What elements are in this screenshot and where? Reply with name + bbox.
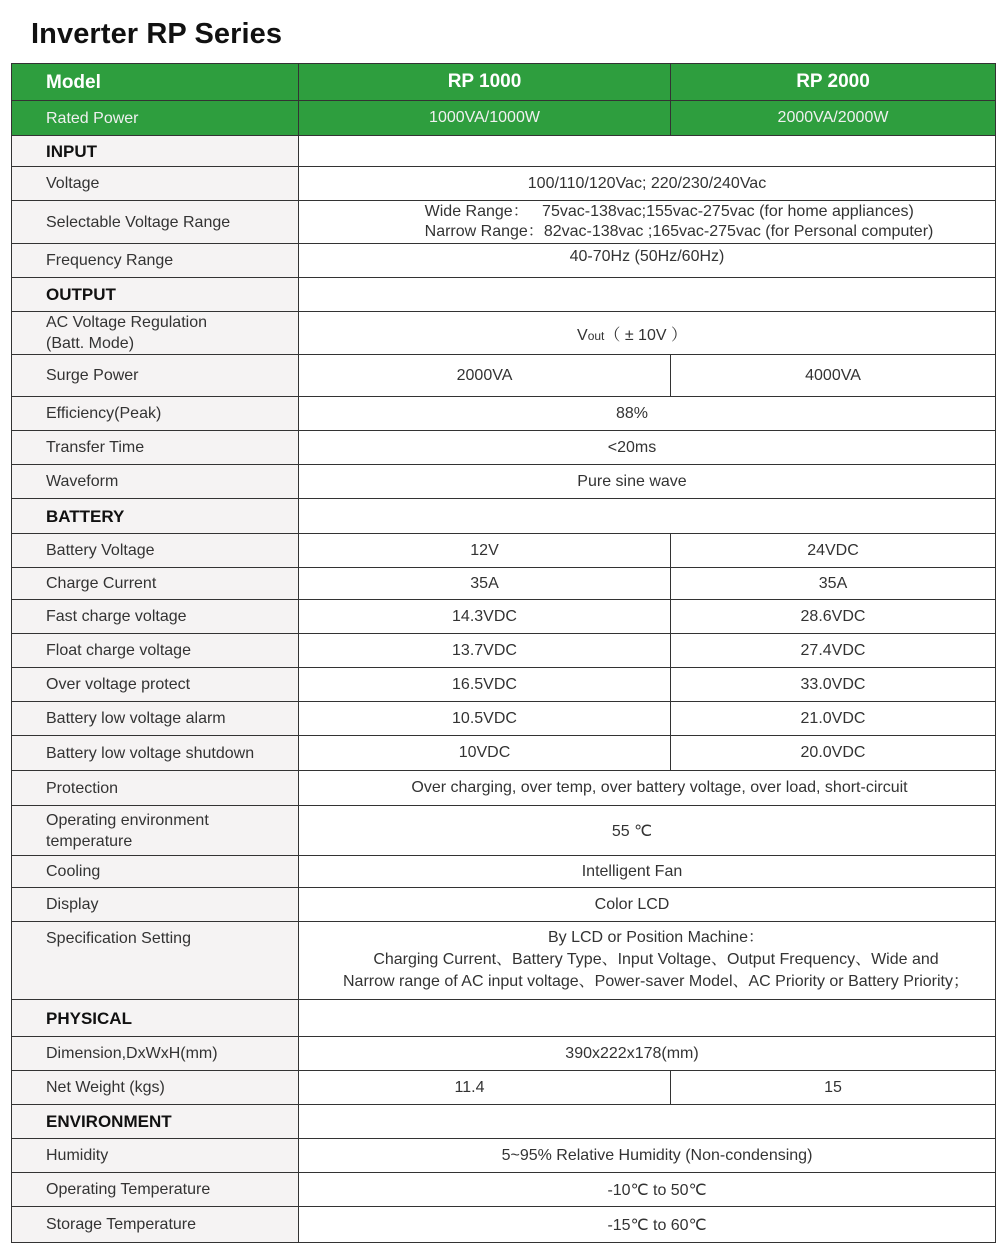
row-label: Specification Setting [12, 922, 299, 1000]
row-label: Surge Power [12, 355, 299, 397]
row-label: Humidity [12, 1139, 299, 1173]
rated-power-rp1000: 1000VA/1000W [299, 101, 671, 136]
row-label: Voltage [12, 167, 299, 201]
row-value-rp1000: 11.4 [299, 1071, 671, 1105]
page-title: Inverter RP Series [31, 18, 283, 50]
row-value: 88% [299, 397, 996, 431]
section-heading-physical: PHYSICAL [12, 1000, 299, 1037]
row-value-rp1000: 2000VA [299, 355, 671, 397]
rated-power-rp2000: 2000VA/2000W [671, 101, 996, 136]
row-label: Storage Temperature [12, 1207, 299, 1243]
table-row [12, 888, 996, 922]
ac-reg-label-line2: (Batt. Mode) [46, 335, 135, 352]
row-label: Fast charge voltage [12, 600, 299, 634]
row-value-rp2000: 24VDC [671, 534, 996, 568]
table-row [12, 856, 996, 888]
narrow-range-key: Narrow Range： [424, 223, 544, 240]
table-row [12, 1207, 996, 1243]
model-label: Model [12, 64, 299, 101]
section-row-physical [12, 1000, 996, 1037]
empty-cell [299, 1105, 996, 1139]
table-row [12, 736, 996, 771]
section-row-output [12, 278, 996, 312]
spec-setting-line: Narrow range of AC input voltage、Power-saver Model、AC Priority or Battery Priority； [342, 973, 969, 990]
row-value-rp1000: 12V [299, 534, 671, 568]
ac-reg-label-line1: AC Voltage Regulation [46, 314, 207, 331]
row-label [12, 806, 299, 856]
table-row [12, 465, 996, 499]
table-row [12, 1173, 996, 1207]
wide-range-value: 75vac-138vac;155vac-275vac (for home appliances) [542, 203, 914, 220]
section-row-environment [12, 1105, 996, 1139]
row-value-rp2000: 28.6VDC [671, 600, 996, 634]
table-row [12, 167, 996, 201]
table-row [12, 668, 996, 702]
row-value-rp1000: 13.7VDC [299, 634, 671, 668]
empty-cell [299, 1000, 996, 1037]
row-label: Protection [12, 771, 299, 806]
row-label: Battery Voltage [12, 534, 299, 568]
table-row [12, 312, 996, 355]
table-row [12, 431, 996, 465]
row-label: Display [12, 888, 299, 922]
section-row-input [12, 136, 996, 167]
row-label: Dimension,DxWxH(mm) [12, 1037, 299, 1071]
rated-power-label: Rated Power [12, 101, 299, 136]
row-label: Efficiency(Peak) [12, 397, 299, 431]
row-value: 55 ℃ [299, 806, 996, 856]
table-row [12, 201, 996, 244]
row-label: Frequency Range [12, 244, 299, 278]
header-row-rated-power [12, 101, 996, 136]
op-env-label-line2: temperature [46, 832, 133, 850]
row-label: Transfer Time [12, 431, 299, 465]
table-row [12, 771, 996, 806]
row-value: Intelligent Fan [299, 856, 996, 888]
row-value-rp2000: 21.0VDC [671, 702, 996, 736]
row-value: 100/110/120Vac; 220/230/240Vac [299, 167, 996, 201]
table-row [12, 244, 996, 278]
row-value-rp2000: 27.4VDC [671, 634, 996, 668]
section-heading-battery: BATTERY [12, 499, 299, 534]
vout-symbol: V [577, 326, 588, 344]
row-value: 5~95% Relative Humidity (Non-condensing) [299, 1139, 996, 1173]
table-row [12, 634, 996, 668]
row-value: Color LCD [299, 888, 996, 922]
model-rp1000: RP 1000 [299, 64, 671, 101]
row-value: -15℃ to 60℃ [299, 1207, 996, 1243]
row-value: Pure sine wave [299, 465, 996, 499]
vout-tolerance: （ ± 10V ） [604, 326, 687, 344]
row-value-rp1000: 10VDC [299, 736, 671, 771]
row-label: Operating Temperature [12, 1173, 299, 1207]
table-row [12, 397, 996, 431]
row-label: Net Weight (kgs) [12, 1071, 299, 1105]
empty-cell [299, 278, 996, 312]
op-env-label-line1: Operating environment [46, 811, 209, 829]
vout-subscript: out [587, 328, 605, 343]
row-label: Charge Current [12, 568, 299, 600]
wide-range-key: Wide Range： [424, 203, 529, 220]
narrow-range-value: 82vac-138vac ;165vac-275vac (for Personal computer) [543, 223, 934, 240]
table-row [12, 1139, 996, 1173]
row-value-rp2000: 33.0VDC [671, 668, 996, 702]
row-label: Over voltage protect [12, 668, 299, 702]
row-value-rp1000: 10.5VDC [299, 702, 671, 736]
table-row [12, 568, 996, 600]
section-heading-environment: ENVIRONMENT [12, 1105, 299, 1139]
row-value-rp1000: 35A [299, 568, 671, 600]
spec-setting-line: By LCD or Position Machine： [547, 929, 765, 946]
table-row [12, 806, 996, 856]
row-label: Cooling [12, 856, 299, 888]
selectable-range-value [299, 201, 996, 244]
row-value: <20ms [299, 431, 996, 465]
row-value: -10℃ to 50℃ [299, 1173, 996, 1207]
row-value-rp1000: 14.3VDC [299, 600, 671, 634]
empty-cell [299, 499, 996, 534]
row-label: Selectable Voltage Range [12, 201, 299, 244]
row-label: Battery low voltage alarm [12, 702, 299, 736]
row-label: Float charge voltage [12, 634, 299, 668]
table-row [12, 600, 996, 634]
table-row [12, 1037, 996, 1071]
table-row [12, 1071, 996, 1105]
table-row [12, 534, 996, 568]
spec-setting-value [299, 922, 996, 1000]
table-row [12, 355, 996, 397]
spec-setting-line: Charging Current、Battery Type、Input Voltage、Output Frequency、Wide and [373, 951, 939, 968]
row-value-rp2000: 35A [671, 568, 996, 600]
row-value-rp2000: 20.0VDC [671, 736, 996, 771]
section-heading-input: INPUT [12, 136, 299, 167]
row-label [12, 312, 299, 355]
model-rp2000: RP 2000 [671, 64, 996, 101]
empty-cell [299, 136, 996, 167]
row-value-rp1000: 16.5VDC [299, 668, 671, 702]
row-value: Over charging, over temp, over battery voltage, over load, short-circuit [299, 771, 996, 806]
row-value: 40-70Hz (50Hz/60Hz) [299, 244, 996, 278]
section-heading-output: OUTPUT [12, 278, 299, 312]
table-row [12, 922, 996, 1000]
row-value: 390x222x178(mm) [299, 1037, 996, 1071]
spec-table [11, 63, 996, 1243]
row-value-rp2000: 15 [671, 1071, 996, 1105]
row-label: Waveform [12, 465, 299, 499]
section-row-battery [12, 499, 996, 534]
row-label: Battery low voltage shutdown [12, 736, 299, 771]
row-value [299, 312, 996, 355]
row-value-rp2000: 4000VA [671, 355, 996, 397]
header-row-model [12, 64, 996, 101]
table-row [12, 702, 996, 736]
